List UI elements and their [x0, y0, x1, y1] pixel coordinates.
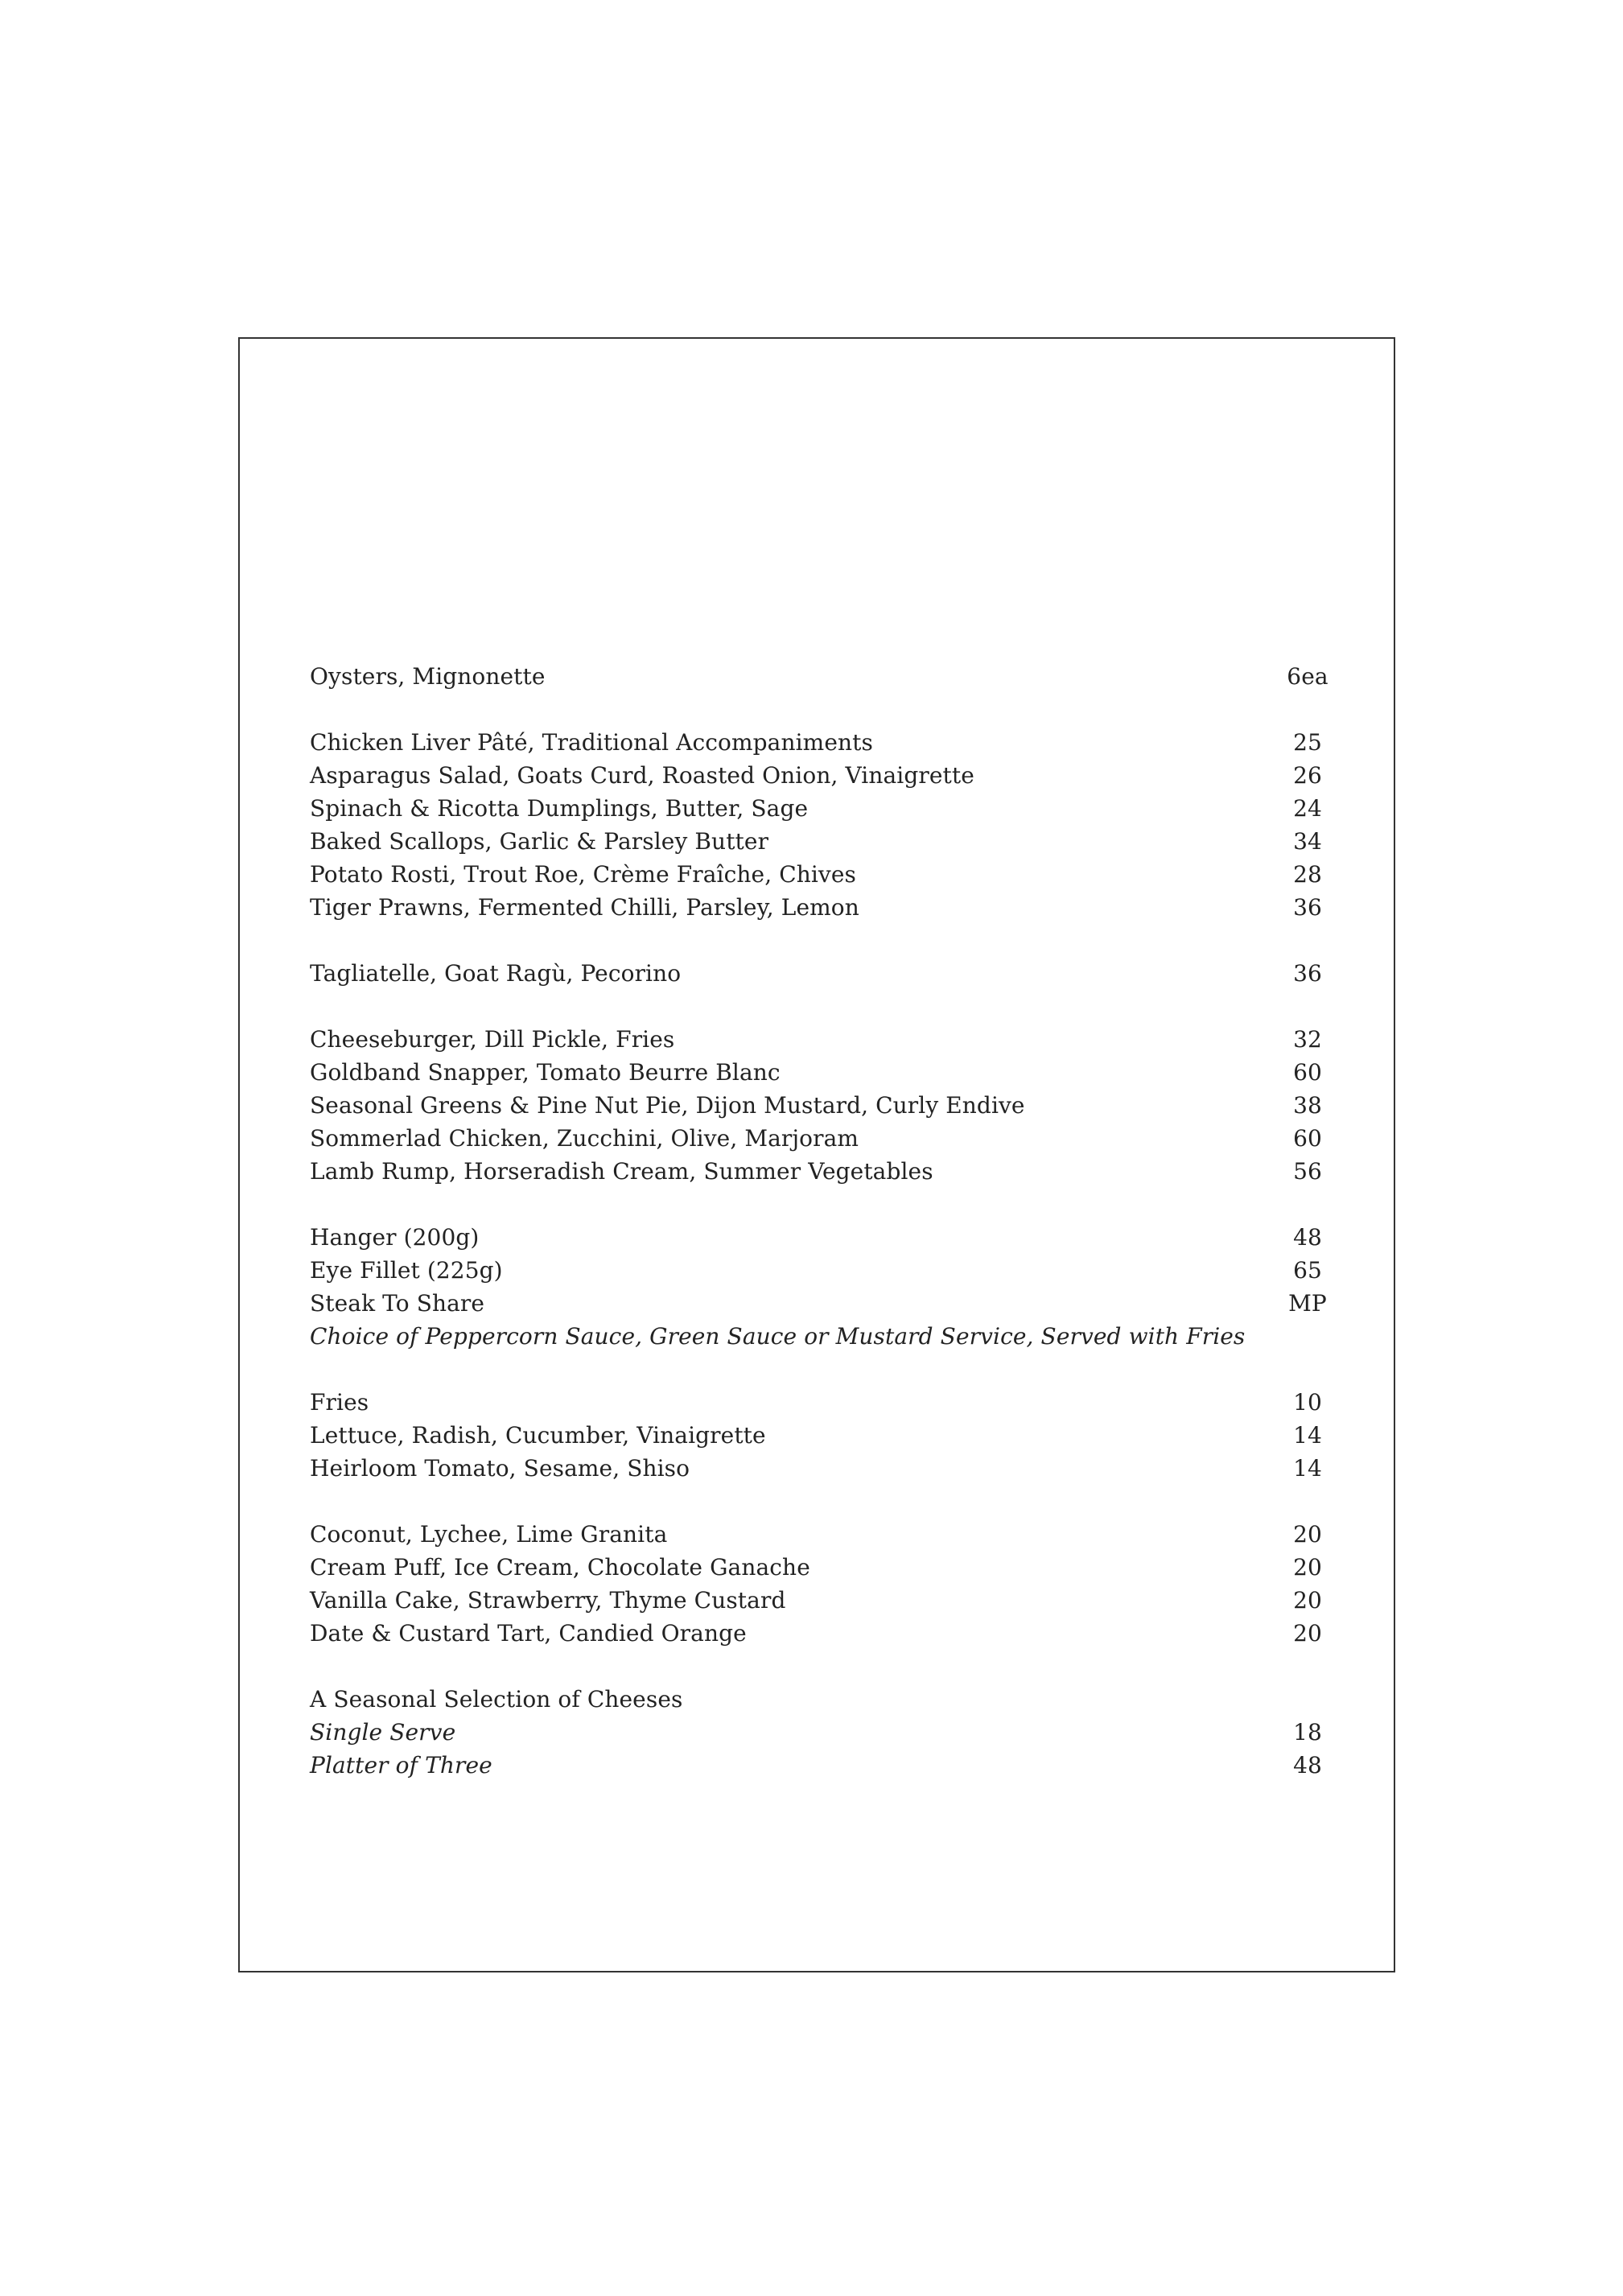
dish-name: Potato Rosti, Trout Roe, Crème Fraîche, Chives: [310, 861, 856, 888]
menu-item: [310, 1452, 1340, 1485]
dish-name: Tagliatelle, Goat Ragù, Pecorino: [310, 960, 682, 987]
menu-section-oysters: [310, 660, 1340, 693]
menu-item: [310, 1287, 1340, 1320]
dish-price: 24: [1293, 795, 1322, 822]
menu-item: [310, 660, 1340, 693]
dish-price: 28: [1293, 861, 1322, 888]
menu-item: [310, 1023, 1340, 1056]
menu-item: [310, 1122, 1340, 1155]
steak-sauce-note: [310, 1320, 1340, 1353]
cheese-heading: A Seasonal Selection of Cheeses: [310, 1686, 683, 1713]
dish-price: 10: [1293, 1389, 1322, 1416]
dish-name: Sommerlad Chicken, Zucchini, Olive, Marjoram: [310, 1125, 859, 1152]
dish-name: Lettuce, Radish, Cucumber, Vinaigrette: [310, 1422, 766, 1449]
dish-price: 18: [1293, 1719, 1322, 1746]
menu-section-steaks: [310, 1221, 1340, 1353]
dish-name: Hanger (200g): [310, 1224, 480, 1251]
menu-section-desserts: [310, 1518, 1340, 1650]
dish-name: Cheeseburger, Dill Pickle, Fries: [310, 1026, 675, 1053]
section-heading: [310, 1683, 1340, 1716]
menu-item: [310, 1551, 1340, 1584]
dish-name: Goldband Snapper, Tomato Beurre Blanc: [310, 1059, 781, 1086]
dish-name: Oysters, Mignonette: [310, 663, 546, 690]
menu-item: [310, 1056, 1340, 1089]
dish-price: 20: [1293, 1587, 1322, 1614]
menu-item: [310, 891, 1340, 924]
dish-price: 65: [1293, 1257, 1322, 1284]
menu-item: [310, 1518, 1340, 1551]
dish-name: Date & Custard Tart, Candied Orange: [310, 1620, 747, 1647]
menu-item: [310, 858, 1340, 891]
dish-name: Coconut, Lychee, Lime Granita: [310, 1521, 668, 1548]
menu-item: [310, 1749, 1340, 1782]
dish-name: Eye Fillet (225g): [310, 1257, 503, 1284]
menu-item: [310, 1716, 1340, 1749]
dish-price: MP: [1288, 1290, 1327, 1317]
menu-section-mains: [310, 1023, 1340, 1188]
dish-price: 36: [1293, 894, 1322, 921]
dish-name: Steak To Share: [310, 1290, 485, 1317]
menu-item: [310, 1584, 1340, 1617]
dish-price: 25: [1293, 729, 1322, 756]
dish-price: 14: [1293, 1422, 1322, 1449]
dish-price: 60: [1293, 1059, 1322, 1086]
dish-price: 48: [1293, 1224, 1322, 1251]
menu-item: [310, 1254, 1340, 1287]
dish-name: Asparagus Salad, Goats Curd, Roasted Onion, Vinaigrette: [310, 762, 974, 789]
dish-price: 34: [1293, 828, 1322, 855]
dish-name: Tiger Prawns, Fermented Chilli, Parsley, Lemon: [310, 894, 859, 921]
dish-price: 14: [1293, 1455, 1322, 1482]
dish-price: 6ea: [1287, 663, 1328, 690]
menu-section-pasta: [310, 957, 1340, 990]
dish-price: 36: [1293, 960, 1322, 987]
dish-price: 20: [1293, 1554, 1322, 1581]
menu-item: [310, 825, 1340, 858]
menu-item: [310, 1155, 1340, 1188]
dish-name: Single Serve: [310, 1719, 456, 1746]
dish-price: 26: [1293, 762, 1322, 789]
dish-name: Chicken Liver Pâté, Traditional Accompaniments: [310, 729, 873, 756]
dish-name: Lamb Rump, Horseradish Cream, Summer Vegetables: [310, 1158, 933, 1185]
dish-name: Baked Scallops, Garlic & Parsley Butter: [310, 828, 769, 855]
dish-price: 20: [1293, 1620, 1322, 1647]
note-text: Choice of Peppercorn Sauce, Green Sauce or Mustard Service, Served with Fries: [310, 1323, 1246, 1350]
menu-item: [310, 957, 1340, 990]
dish-price: 56: [1293, 1158, 1322, 1185]
menu-section-cheeses: [310, 1683, 1340, 1782]
dish-price: 48: [1293, 1752, 1322, 1779]
menu-item: [310, 1386, 1340, 1419]
dish-price: 32: [1293, 1026, 1322, 1053]
dish-name: Seasonal Greens & Pine Nut Pie, Dijon Mustard, Curly Endive: [310, 1092, 1025, 1119]
dish-name: Vanilla Cake, Strawberry, Thyme Custard: [310, 1587, 786, 1614]
dish-price: 60: [1293, 1125, 1322, 1152]
menu-body: [310, 660, 1340, 1815]
dish-name: Heirloom Tomato, Sesame, Shiso: [310, 1455, 690, 1482]
dish-name: Fries: [310, 1389, 369, 1416]
dish-price: 38: [1293, 1092, 1322, 1119]
menu-section-starters: [310, 726, 1340, 924]
menu-item: [310, 1089, 1340, 1122]
menu-item: [310, 1221, 1340, 1254]
menu-item: [310, 1617, 1340, 1650]
menu-item: [310, 759, 1340, 792]
dish-price: 20: [1293, 1521, 1322, 1548]
menu-section-sides: [310, 1386, 1340, 1485]
menu-item: [310, 1419, 1340, 1452]
menu-item: [310, 726, 1340, 759]
dish-name: Cream Puff, Ice Cream, Chocolate Ganache: [310, 1554, 810, 1581]
dish-name: Platter of Three: [310, 1752, 492, 1779]
menu-item: [310, 792, 1340, 825]
dish-name: Spinach & Ricotta Dumplings, Butter, Sage: [310, 795, 809, 822]
